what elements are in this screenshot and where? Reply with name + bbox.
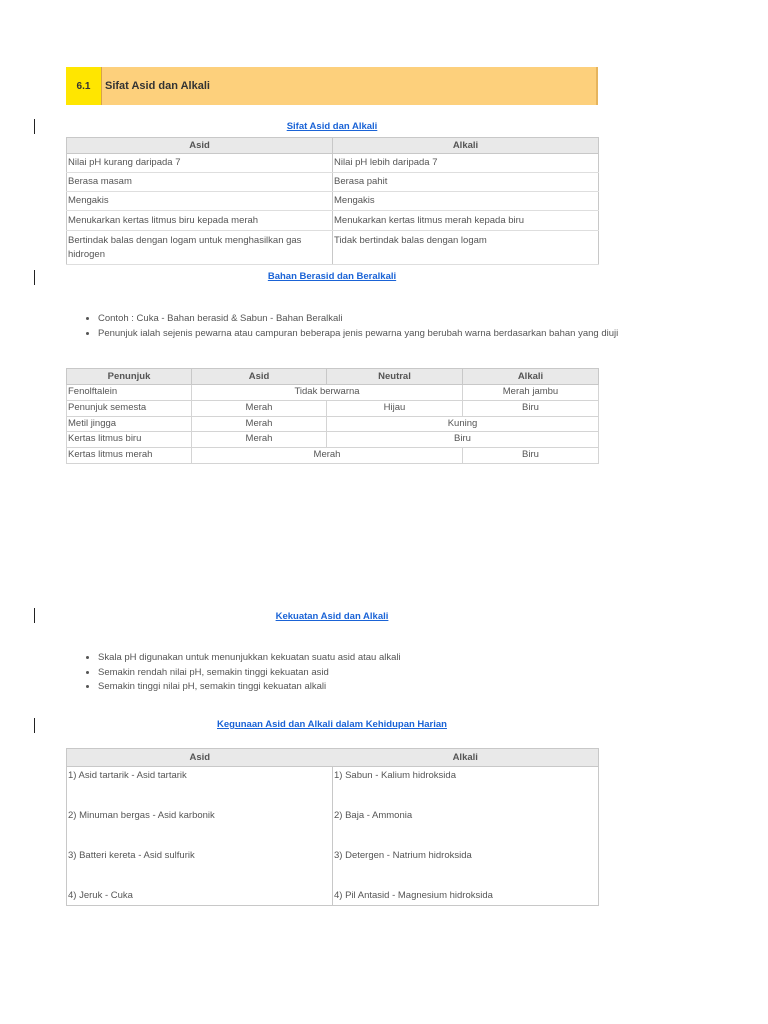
section-title: Sifat Asid dan Alkali (105, 80, 210, 92)
table-row (67, 231, 599, 265)
table-cell: 1) Asid tartarik - Asid tartarik (68, 770, 187, 781)
indicator-table (66, 368, 599, 464)
table-cell: Merah (192, 400, 327, 416)
table-cell: Nilai pH lebih daripada 7 (333, 154, 599, 173)
table-row (67, 400, 599, 416)
table-cell: Menukarkan kertas litmus merah kepada biru (333, 211, 599, 231)
text-cursor (34, 608, 35, 623)
table-cell: Merah (192, 448, 463, 464)
properties-table (66, 137, 599, 265)
bullet-list (80, 651, 401, 695)
table-cell: Hijau (327, 400, 463, 416)
heading-strength-link[interactable]: Kekuatan Asid dan Alkali (275, 611, 389, 622)
bullet-list (80, 312, 618, 341)
column-header: Alkali (333, 138, 599, 154)
table-row (67, 807, 599, 847)
table-cell: Biru (463, 400, 599, 416)
table-cell: 1) Sabun - Kalium hidroksida (333, 767, 599, 808)
table-row (67, 767, 599, 808)
text-cursor (34, 119, 35, 134)
heading-acidic-alkaline-link[interactable]: Bahan Berasid dan Beralkali (267, 271, 397, 282)
table-cell: Mengakis (333, 192, 599, 211)
column-header: Alkali (333, 749, 599, 767)
table-cell: 4) Pil Antasid - Magnesium hidroksida (333, 887, 599, 906)
table-row (67, 448, 599, 464)
list-item: • Contoh : Cuka - Bahan berasid & Sabun - Bahan Beralkali (98, 312, 618, 327)
column-header: Alkali (463, 369, 599, 385)
table-row (67, 173, 599, 192)
table-cell: Tidak berwarna (192, 385, 463, 401)
table-row (67, 385, 599, 401)
table-cell: Merah (192, 416, 327, 432)
table-row (67, 416, 599, 432)
table-cell: Merah jambu (463, 385, 599, 401)
heading-uses-link[interactable]: Kegunaan Asid dan Alkali dalam Kehidupan Harian (217, 719, 447, 730)
column-header: Neutral (327, 369, 463, 385)
column-header: Asid (67, 749, 333, 767)
list-item: • Semakin rendah nilai pH, semakin tinggi kekuatan asid (98, 666, 401, 681)
column-header: Penunjuk (67, 369, 192, 385)
table-row (67, 847, 599, 887)
table-cell: Kertas litmus merah (67, 448, 192, 464)
table-row (67, 154, 599, 173)
heading-properties-link[interactable]: Sifat Asid dan Alkali (286, 121, 378, 132)
table-cell: Biru (463, 448, 599, 464)
table-cell: Menukarkan kertas litmus biru kepada merah (67, 211, 333, 231)
section-number: 6.1 (66, 67, 102, 105)
table-row (67, 887, 599, 906)
list-item: • Semakin tinggi nilai pH, semakin tinggi kekuatan alkali (98, 680, 401, 695)
table-row (67, 432, 599, 448)
table-cell: Merah (192, 432, 327, 448)
table-cell: Penunjuk semesta (67, 400, 192, 416)
table-cell: Berasa pahit (333, 173, 599, 192)
column-header: Asid (67, 138, 333, 154)
table-cell: Fenolftalein (67, 385, 192, 401)
uses-table (66, 748, 599, 906)
text-cursor (34, 270, 35, 285)
table-cell: 3) Detergen - Natrium hidroksida (333, 847, 599, 887)
section-banner (66, 67, 598, 105)
table-cell: Bertindak balas dengan logam untuk menghasilkan gas hidrogen (67, 231, 333, 265)
table-row (67, 192, 599, 211)
table-cell: Mengakis (67, 192, 333, 211)
table-cell: 2) Minuman bergas - Asid karbonik (68, 810, 215, 821)
table-cell: 3) Batteri kereta - Asid sulfurik (68, 850, 195, 861)
table-cell: Nilai pH kurang daripada 7 (67, 154, 333, 173)
table-cell: 4) Jeruk - Cuka (68, 890, 133, 901)
table-row (67, 211, 599, 231)
column-header: Asid (192, 369, 327, 385)
table-cell: Tidak bertindak balas dengan logam (333, 231, 599, 265)
table-cell: Kuning (327, 416, 599, 432)
table-cell: Berasa masam (67, 173, 333, 192)
table-cell: Kertas litmus biru (67, 432, 192, 448)
text-cursor (34, 718, 35, 733)
list-item: • Penunjuk ialah sejenis pewarna atau campuran beberapa jenis pewarna yang berubah warna berdasarkan bahan yang diuji (98, 327, 618, 342)
table-cell: 2) Baja - Ammonia (333, 807, 599, 847)
table-cell: Biru (327, 432, 599, 448)
list-item: • Skala pH digunakan untuk menunjukkan kekuatan suatu asid atau alkali (98, 651, 401, 666)
table-cell: Metil jingga (67, 416, 192, 432)
